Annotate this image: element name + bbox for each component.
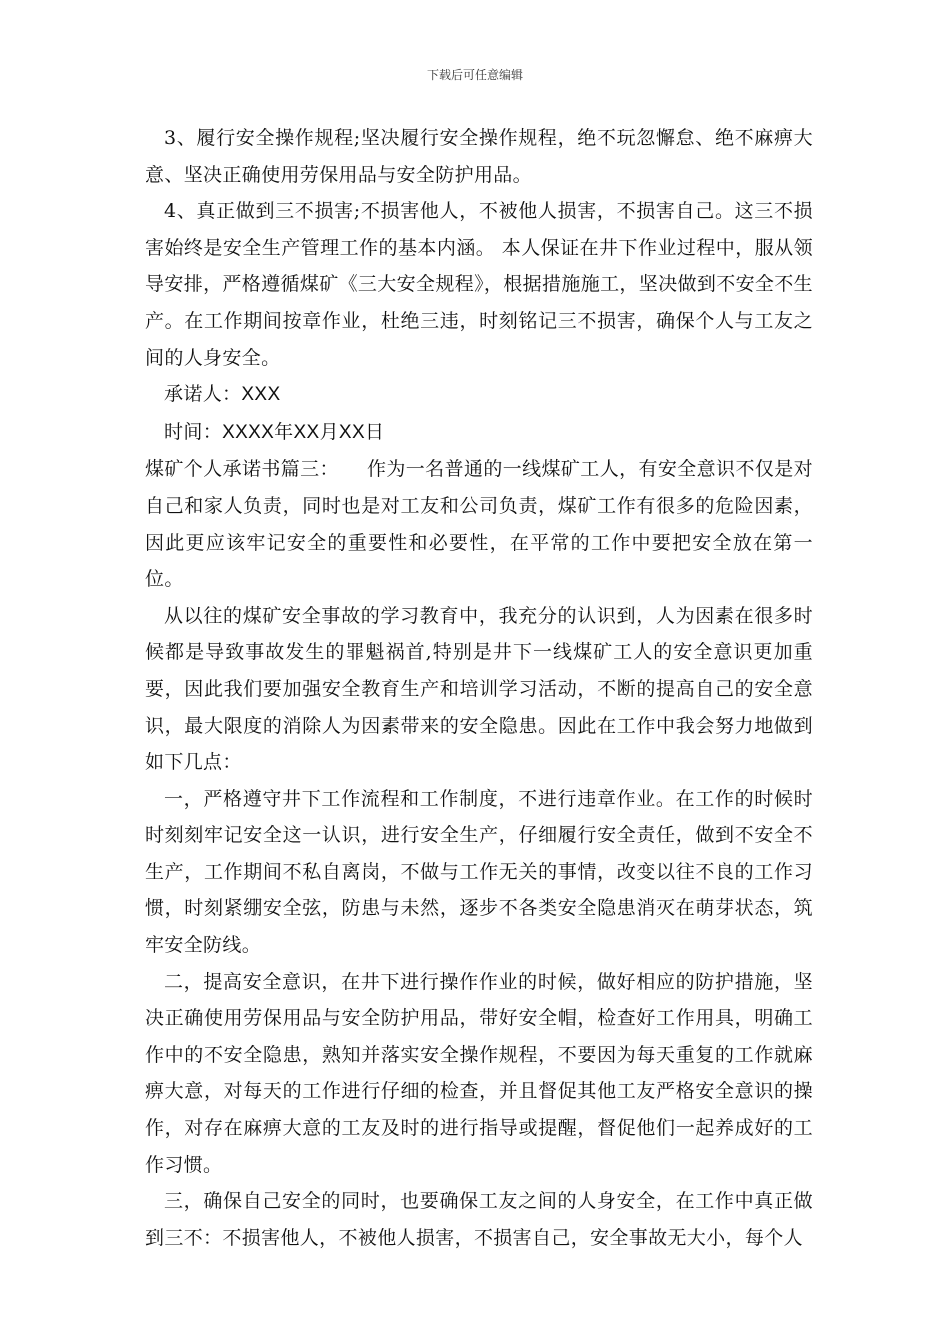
date-line xyxy=(145,414,813,452)
section3-title: 煤矿个人承诺书篇三： xyxy=(145,458,339,481)
date-month-unit: 月 xyxy=(319,420,339,443)
section3-paragraph-lessons: 从以往的煤矿安全事故的学习教育中，我充分的认识到，人为因素在很多时候都是导致事故发生的罪魁祸首,特别是井下一线煤矿工人的安全意识更加重要，因此我们要加强安全教育生产和培训学习活动，不断的提高自己的安全意识，最大限度的消除人为因素带来的安全隐患。因此在工作中我会努力地做到如下几点： xyxy=(145,604,813,774)
page-header: 下载后可任意编辑 xyxy=(426,68,523,82)
date-label: 时间： xyxy=(164,420,223,443)
section3-paragraph-one: 一，严格遵守井下工作流程和工作制度，不进行违章作业。在工作的时候时时刻刻牢记安全这一认识，进行安全生产，仔细履行安全责任，做到不安全不生产，工作期间不私自离岗，不做与工作无关的事情，改变以往不良的工作习惯，时刻紧绷安全弦，防患与未然，逐步不各类安全隐患消灭在萌芽状态，筑牢安全防线。 xyxy=(145,787,813,957)
signature-label: 承诺人： xyxy=(164,383,242,406)
paragraph-item-3: 3、履行安全操作规程;坚决履行安全操作规程，绝不玩忽懈怠、绝不麻痹大意、坚决正确使用劳保用品与安全防护用品。 xyxy=(145,127,813,186)
paragraph-item-4: 4、真正做到三不损害;不损害他人，不被他人损害，不损害自己。这三不损害始终是安全生产管理工作的基本内涵。 本人保证在井下作业过程中，服从领导安排，严格遵循煤矿《三大安全规程》，根据措施施工，坚决做到不安全不生产。在工作期间按章作业，杜绝三违，时刻铭记三不损害，确保个人与工友之间的人身安全。 xyxy=(145,200,813,369)
signature-line xyxy=(145,376,813,414)
date-year: XXXX xyxy=(222,421,275,443)
document-body xyxy=(145,120,813,1256)
date-year-unit: 年 xyxy=(274,420,294,443)
signature-value: XXX xyxy=(241,384,281,406)
date-day: XX xyxy=(338,421,365,443)
date-day-unit: 日 xyxy=(364,420,385,443)
section3-paragraph-two: 二，提高安全意识，在井下进行操作作业的时候，做好相应的防护措施，坚决正确使用劳保用品与安全防护用品，带好安全帽，检查好工作用具，明确工作中的不安全隐患，熟知并落实安全操作规程，不要因为每天重复的工作就麻痹大意，对每天的工作进行仔细的检查，并且督促其他工友严格安全意识的操作，对存在麻痹大意的工友及时的进行指导或提醒，督促他们一起养成好的工作习惯。 xyxy=(145,970,813,1176)
section3-paragraph-three: 三，确保自己安全的同时，也要确保工友之间的人身安全，在工作中真正做到三不：不损害他人，不被他人损害，不损害自己，安全事故无大小，每个人 xyxy=(145,1190,813,1249)
date-month: XX xyxy=(293,421,320,443)
section3-intro: 作为一名普通的一线煤矿工人，有安全意识不仅是对自己和家人负责，同时也是对工友和公司负责，煤矿工作有很多的危险因素，因此更应该牢记安全的重要性和必要性，在平常的工作中要把安全放在第一位。 xyxy=(145,458,813,591)
section3-intro-paragraph xyxy=(145,451,813,597)
